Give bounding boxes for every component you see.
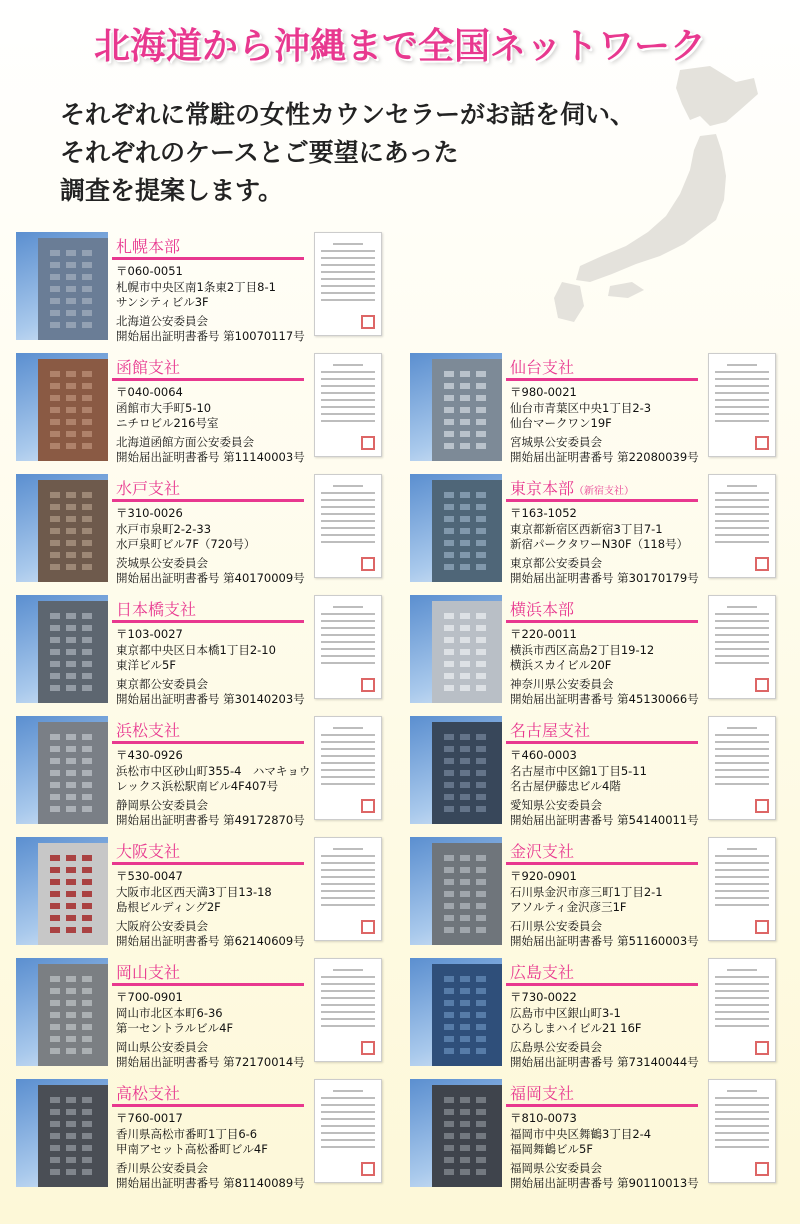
office-card [410,716,782,834]
address-line: 横浜市西区高島2丁目19-12 [510,642,655,657]
office-name: 日本橋支社 [116,600,197,619]
postal-code: 〒810-0073 [510,1111,577,1125]
intro-line: 調査を提案します。 [60,176,284,205]
certificate-number: 開始届出証明書番号 第90110013号 [510,1176,699,1190]
office-name: 福岡支社 [510,1084,575,1103]
address-line: 東京都新宿区西新宿3丁目7-1 [510,521,663,536]
postal-code: 〒310-0026 [116,506,183,520]
address-line: 甲南アセット高松番町ビル4F [116,1142,268,1156]
address-line: 水戸市泉町2-2-33 [116,521,212,536]
office-card [16,958,388,1076]
certificate-number: 開始届出証明書番号 第73140044号 [510,1055,699,1069]
divider [506,499,698,502]
certificate-number: 開始届出証明書番号 第40170009号 [116,571,305,585]
address-line: 仙台市青葉区中央1丁目2-3 [510,400,652,415]
divider [506,1104,698,1107]
certificate-number: 開始届出証明書番号 第22080039号 [510,450,699,464]
certificate-image [314,232,382,336]
building-photo [16,595,108,703]
certificate-number: 開始届出証明書番号 第54140011号 [510,813,699,827]
address-line: 名古屋伊藤忠ビル4階 [510,779,621,793]
building-photo [16,232,108,340]
office-note: （新宿支社） [574,486,635,497]
office-name: 東京本部 [510,479,575,498]
address-line: 福岡舞鶴ビル5F [510,1142,593,1156]
office-card [16,837,388,955]
office-card [16,474,388,592]
address-line: 島根ビルディング2F [116,900,221,914]
postal-code: 〒103-0027 [116,627,183,641]
address-line: サンシティビル3F [116,295,209,309]
commission: 北海道函館方面公安委員会 [116,434,254,449]
divider [112,499,304,502]
office-name: 高松支社 [116,1084,181,1103]
divider [112,1104,304,1107]
office-card [410,958,782,1076]
divider [112,862,304,865]
postal-code: 〒700-0901 [116,990,183,1004]
office-name: 横浜本部 [510,600,575,619]
certificate-image [314,958,382,1062]
building-photo [410,716,502,824]
divider [506,620,698,623]
address-line: 仙台マークワン19F [510,416,612,430]
address-line: 浜松市中区砂山町355-4 ハマキョウ [116,763,311,778]
commission: 大阪府公安委員会 [116,918,208,933]
commission: 神奈川県公安委員会 [510,676,614,691]
postal-code: 〒530-0047 [116,869,183,883]
address-line: 石川県金沢市彦三町1丁目2-1 [510,884,663,899]
office-card [16,1079,388,1197]
certificate-image [708,958,776,1062]
commission: 岡山県公安委員会 [116,1039,208,1054]
address-line: 第一セントラルビル4F [116,1021,234,1035]
commission: 愛知県公安委員会 [510,797,602,812]
divider [112,378,304,381]
certificate-image [708,595,776,699]
office-card [410,353,782,471]
address-line: 水戸泉町ビル7F（720号） [116,537,256,551]
building-photo [16,837,108,945]
certificate-image [314,474,382,578]
divider [506,378,698,381]
office-name: 広島支社 [510,963,575,982]
office-name: 浜松支社 [116,721,181,740]
divider [112,257,304,260]
commission: 香川県公安委員会 [116,1160,208,1175]
postal-code: 〒730-0022 [510,990,577,1004]
postal-code: 〒430-0926 [116,748,183,762]
office-name: 函館支社 [116,358,181,377]
address-line: レックス浜松駅南ビル4F407号 [116,779,279,793]
certificate-number: 開始届出証明書番号 第72170014号 [116,1055,305,1069]
office-card [16,595,388,713]
postal-code: 〒980-0021 [510,385,577,399]
page-title: 北海道から沖縄まで全国ネットワーク [93,26,706,67]
commission: 茨城県公安委員会 [116,555,208,570]
address-line: ニチロビル216号室 [116,416,219,430]
address-line: 札幌市中央区南1条東2丁目8-1 [116,279,276,294]
certificate-image [708,353,776,457]
certificate-image [314,353,382,457]
office-name: 水戸支社 [116,479,181,498]
address-line: 横浜スカイビル20F [510,658,612,672]
certificate-number: 開始届出証明書番号 第81140089号 [116,1176,305,1190]
building-photo [410,958,502,1066]
address-line: 香川県高松市番町1丁目6-6 [116,1126,258,1141]
address-line: 福岡市中央区舞鶴3丁目2-4 [510,1126,652,1141]
certificate-number: 開始届出証明書番号 第11140003号 [116,450,305,464]
commission: 静岡県公安委員会 [116,797,208,812]
address-line: 新宿パークタワーN30F（118号） [510,537,689,551]
certificate-number: 開始届出証明書番号 第51160003号 [510,934,699,948]
commission: 広島県公安委員会 [510,1039,602,1054]
certificate-image [314,837,382,941]
postal-code: 〒920-0901 [510,869,577,883]
office-card [410,837,782,955]
postal-code: 〒040-0064 [116,385,183,399]
building-photo [16,716,108,824]
commission: 宮城県公安委員会 [510,434,602,449]
building-photo [410,474,502,582]
address-line: ひろしまハイビル21 16F [510,1021,642,1035]
building-photo [16,1079,108,1187]
building-photo [410,353,502,461]
address-line: 名古屋市中区錦1丁目5-11 [510,763,647,778]
building-photo [16,958,108,1066]
divider [112,983,304,986]
office-name: 名古屋支社 [510,721,591,740]
postal-code: 〒760-0017 [116,1111,183,1125]
certificate-number: 開始届出証明書番号 第49172870号 [116,813,305,827]
divider [506,862,698,865]
certificate-number: 開始届出証明書番号 第62140609号 [116,934,305,948]
certificate-number: 開始届出証明書番号 第30140203号 [116,692,305,706]
building-photo [16,353,108,461]
address-line: 岡山市北区本町6-36 [116,1005,223,1020]
certificate-number: 開始届出証明書番号 第10070117号 [116,329,305,343]
office-name: 札幌本部 [116,237,181,256]
office-card [16,353,388,471]
certificate-image [314,716,382,820]
intro-line: それぞれのケースとご要望にあった [60,138,459,167]
certificate-number: 開始届出証明書番号 第45130066号 [510,692,699,706]
divider [112,741,304,744]
postal-code: 〒220-0011 [510,627,577,641]
office-card [410,1079,782,1197]
office-name: 仙台支社 [510,358,575,377]
intro-line: それぞれに常駐の女性カウンセラーがお話を伺い、 [60,100,636,129]
address-line: アソルティ金沢彦三1F [510,900,627,914]
office-name: 岡山支社 [116,963,181,982]
building-photo [410,595,502,703]
certificate-image [708,716,776,820]
address-line: 広島市中区銀山町3-1 [510,1005,621,1020]
postal-code: 〒163-1052 [510,506,577,520]
office-name: 金沢支社 [510,842,575,861]
address-line: 大阪市北区西天満3丁目13-18 [116,884,272,899]
postal-code: 〒460-0003 [510,748,577,762]
building-photo [410,1079,502,1187]
certificate-image [314,1079,382,1183]
postal-code: 〒060-0051 [116,264,183,278]
divider [506,741,698,744]
building-photo [16,474,108,582]
office-card [410,595,782,713]
divider [112,620,304,623]
office-name: 大阪支社 [116,842,181,861]
office-card [16,716,388,834]
office-card [410,474,782,592]
certificate-image [314,595,382,699]
divider [506,983,698,986]
commission: 東京都公安委員会 [116,676,208,691]
address-line: 東京都中央区日本橋1丁目2-10 [116,642,276,657]
commission: 北海道公安委員会 [116,313,208,328]
commission: 石川県公安委員会 [510,918,602,933]
address-line: 東洋ビル5F [116,658,176,672]
certificate-image [708,837,776,941]
office-card [16,232,388,350]
commission: 福岡県公安委員会 [510,1160,602,1175]
building-photo [410,837,502,945]
commission: 東京都公安委員会 [510,555,602,570]
certificate-image [708,1079,776,1183]
address-line: 函館市大手町5-10 [116,400,212,415]
certificate-image [708,474,776,578]
certificate-number: 開始届出証明書番号 第30170179号 [510,571,699,585]
